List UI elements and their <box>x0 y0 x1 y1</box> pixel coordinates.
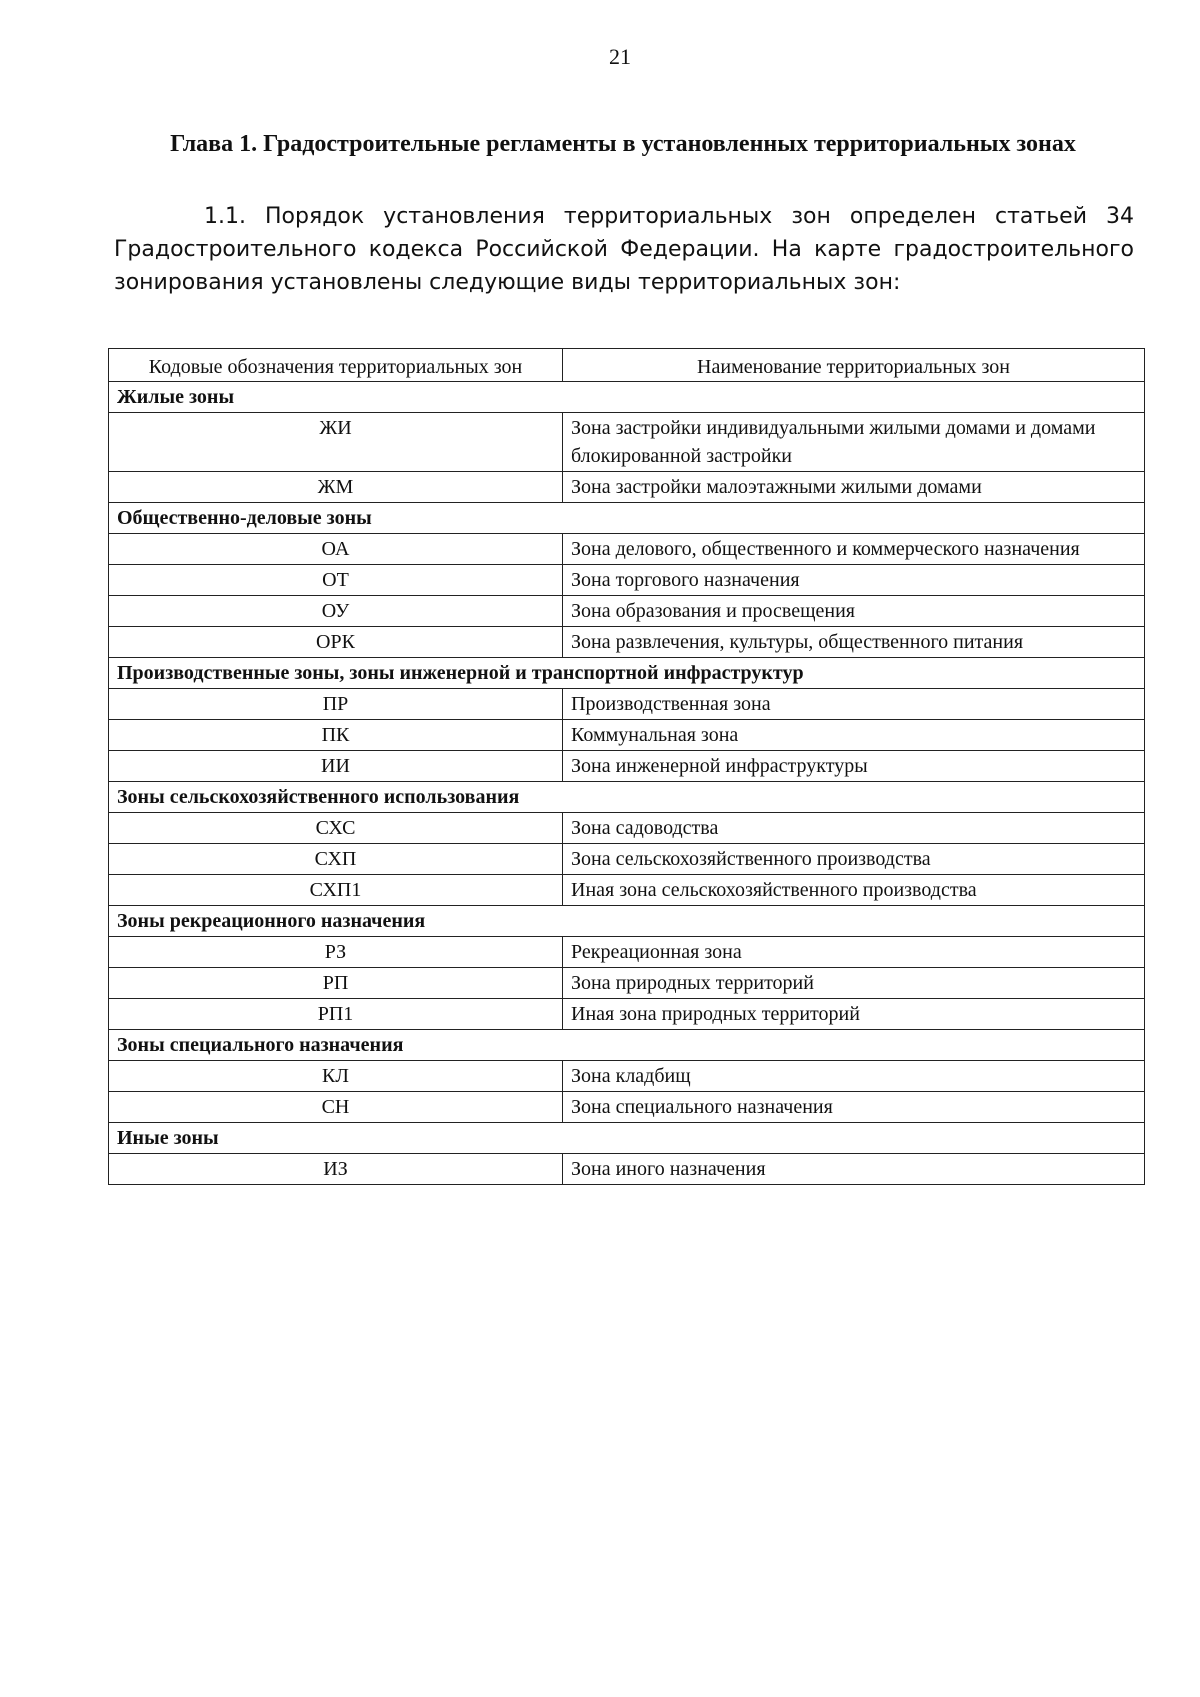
zone-group-title: Зоны сельскохозяйственного использования <box>109 782 1145 813</box>
zone-group-row <box>109 1030 1145 1061</box>
zone-name: Иная зона сельскохозяйственного производства <box>563 875 1145 906</box>
zone-group-title: Иные зоны <box>109 1123 1145 1154</box>
zone-name: Зона образования и просвещения <box>563 596 1145 627</box>
table-row <box>109 627 1145 658</box>
table-row <box>109 751 1145 782</box>
intro-paragraph: 1.1. Порядок установления территориальных зон определен статьей 34 Градостроительного кодекса Российской Федерации. На карте градостроительного зонирования установлены следующие виды территориальных зон: <box>114 204 1134 295</box>
zone-name: Производственная зона <box>563 689 1145 720</box>
table-row <box>109 472 1145 503</box>
zone-code: ОТ <box>109 565 563 596</box>
table-header-row <box>109 349 1145 382</box>
zone-code: РП1 <box>109 999 563 1030</box>
table-row <box>109 1061 1145 1092</box>
zone-name: Зона инженерной инфраструктуры <box>563 751 1145 782</box>
table-row <box>109 875 1145 906</box>
zone-name: Зона иного назначения <box>563 1154 1145 1185</box>
zone-name: Коммунальная зона <box>563 720 1145 751</box>
header-code: Кодовые обозначения территориальных зон <box>109 349 563 382</box>
zone-name: Зона кладбищ <box>563 1061 1145 1092</box>
table-row <box>109 937 1145 968</box>
zone-code: ИЗ <box>109 1154 563 1185</box>
zone-code: СН <box>109 1092 563 1123</box>
zone-group-row <box>109 1123 1145 1154</box>
zone-code: КЛ <box>109 1061 563 1092</box>
zone-name: Зона сельскохозяйственного производства <box>563 844 1145 875</box>
zone-group-title: Производственные зоны, зоны инженерной и транспортной инфраструктур <box>109 658 1145 689</box>
zone-group-row <box>109 906 1145 937</box>
zone-code: ПР <box>109 689 563 720</box>
zone-code: СХП <box>109 844 563 875</box>
zone-group-title: Жилые зоны <box>109 382 1145 413</box>
zones-table <box>108 348 1145 1185</box>
zones-table-body <box>109 382 1145 1185</box>
zone-group-title: Общественно-деловые зоны <box>109 503 1145 534</box>
zone-name: Зона торгового назначения <box>563 565 1145 596</box>
table-row <box>109 413 1145 472</box>
zone-name: Зона делового, общественного и коммерческого назначения <box>563 534 1145 565</box>
table-row <box>109 999 1145 1030</box>
table-row <box>109 534 1145 565</box>
zone-group-row <box>109 503 1145 534</box>
table-row <box>109 689 1145 720</box>
zone-name: Зона застройки индивидуальными жилыми домами и домами блокированной застройки <box>563 413 1145 472</box>
chapter-title: Глава 1. Градостроительные регламенты в установленных территориальных зонах <box>170 131 1076 157</box>
zone-name: Рекреационная зона <box>563 937 1145 968</box>
zone-code: ЖИ <box>109 413 563 472</box>
zone-code: РП <box>109 968 563 999</box>
zone-code: СХП1 <box>109 875 563 906</box>
table-row <box>109 596 1145 627</box>
zone-name: Зона садоводства <box>563 813 1145 844</box>
zone-group-title: Зоны специального назначения <box>109 1030 1145 1061</box>
zone-code: ЖМ <box>109 472 563 503</box>
table-row <box>109 844 1145 875</box>
zone-group-title: Зоны рекреационного назначения <box>109 906 1145 937</box>
zone-code: ПК <box>109 720 563 751</box>
table-row <box>109 813 1145 844</box>
zone-name: Зона специального назначения <box>563 1092 1145 1123</box>
zone-code: РЗ <box>109 937 563 968</box>
table-row <box>109 1092 1145 1123</box>
zone-name: Зона застройки малоэтажными жилыми домами <box>563 472 1145 503</box>
table-row <box>109 968 1145 999</box>
zone-name: Зона природных территорий <box>563 968 1145 999</box>
zone-code: ОУ <box>109 596 563 627</box>
zone-name: Зона развлечения, культуры, общественного питания <box>563 627 1145 658</box>
zone-code: ОА <box>109 534 563 565</box>
table-row <box>109 1154 1145 1185</box>
zone-code: СХС <box>109 813 563 844</box>
zone-code: ОРК <box>109 627 563 658</box>
table-row <box>109 565 1145 596</box>
header-name: Наименование территориальных зон <box>563 349 1145 382</box>
zone-group-row <box>109 658 1145 689</box>
zone-code: ИИ <box>109 751 563 782</box>
zone-group-row <box>109 382 1145 413</box>
zone-name: Иная зона природных территорий <box>563 999 1145 1030</box>
page-number: 21 <box>609 44 631 69</box>
table-row <box>109 720 1145 751</box>
zone-group-row <box>109 782 1145 813</box>
